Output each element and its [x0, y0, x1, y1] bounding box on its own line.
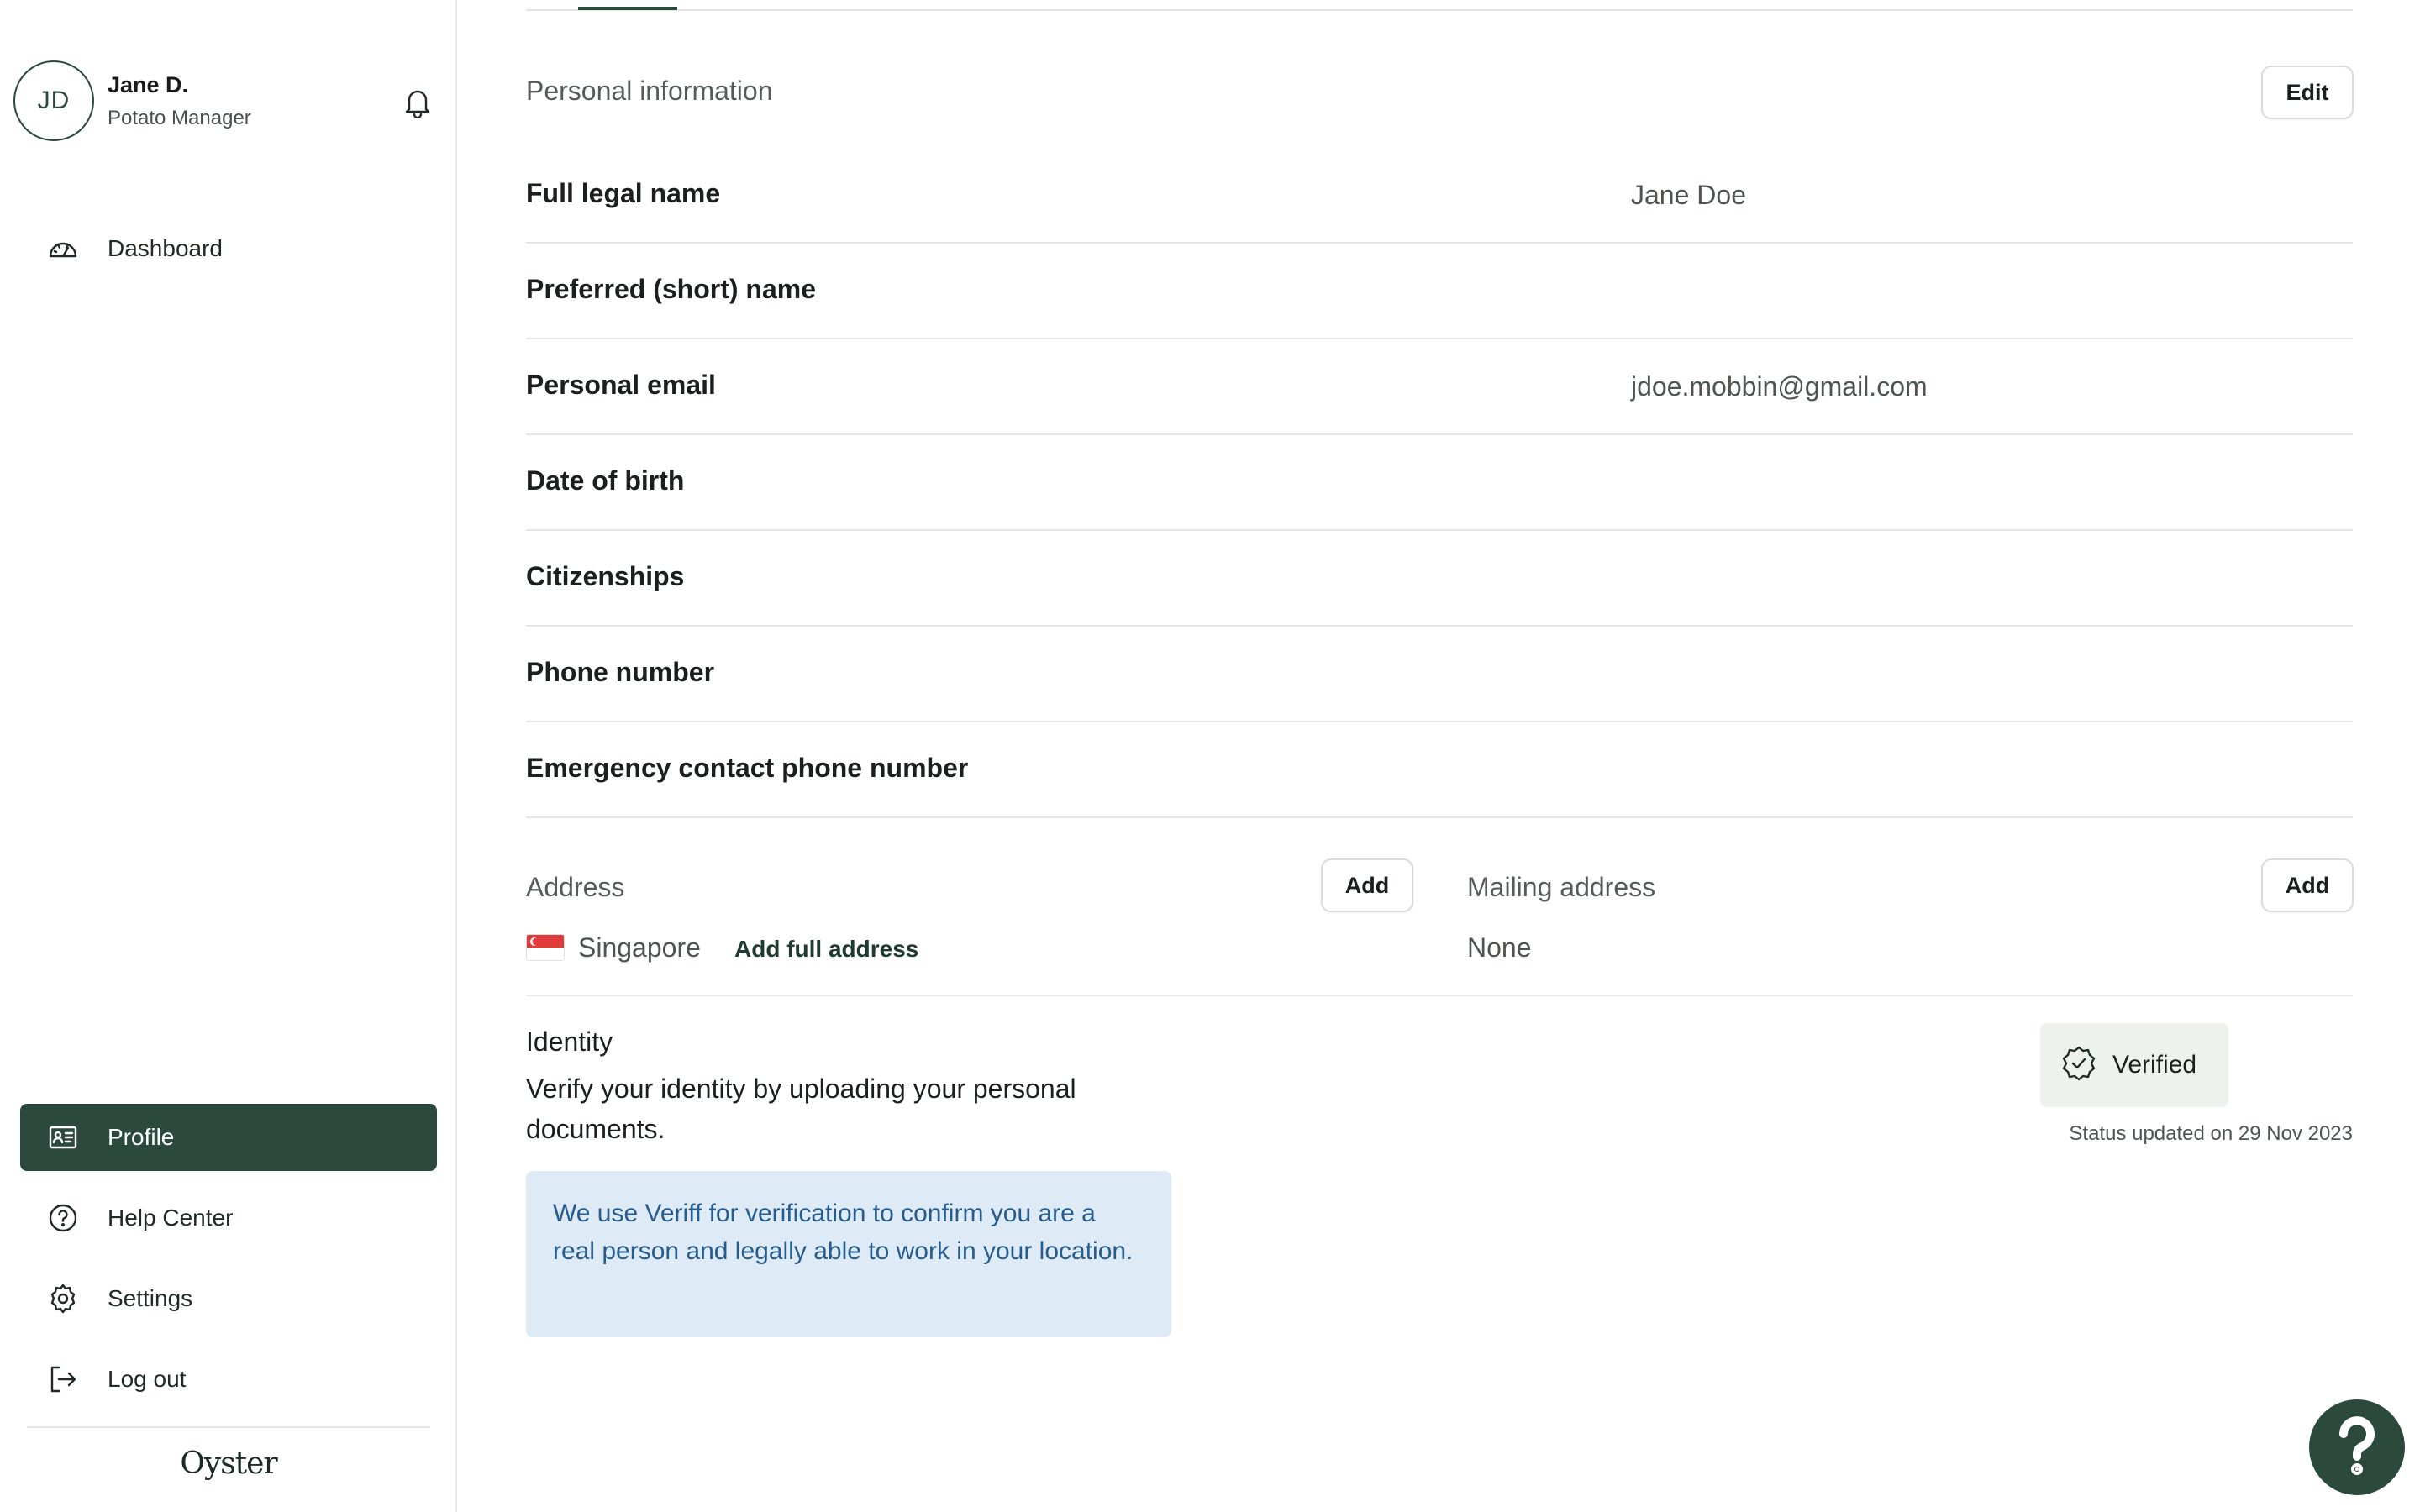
sidebar-divider: [27, 1426, 430, 1428]
gauge-icon: [47, 233, 79, 265]
row-label: Phone number: [526, 657, 715, 687]
info-row-emergency-contact: [526, 722, 2353, 818]
info-row-phone-number: [526, 627, 2353, 722]
section-title-personal-information: Personal information: [526, 76, 773, 106]
verified-label: Verified: [2112, 1051, 2197, 1079]
id-card-icon: [47, 1121, 79, 1153]
row-value: jdoe.mobbin@gmail.com: [1631, 371, 1928, 402]
sidebar-item-dashboard[interactable]: [20, 215, 437, 282]
logout-icon: [47, 1363, 79, 1395]
user-name: Jane D.: [108, 71, 189, 97]
sidebar-item-label: Log out: [108, 1366, 187, 1392]
sidebar: [0, 0, 457, 1512]
help-fab-button[interactable]: [2309, 1399, 2405, 1495]
mailing-address-value: None: [1467, 932, 1532, 963]
user-role: Potato Manager: [108, 106, 251, 129]
user-card[interactable]: [13, 60, 251, 141]
add-mailing-address-button[interactable]: Add: [2261, 858, 2354, 912]
profile-content: [526, 0, 2353, 1512]
brand-logo: Oyster: [180, 1446, 277, 1481]
section-title-address: Address: [526, 872, 625, 902]
row-label: Date of birth: [526, 465, 685, 496]
info-row-full-legal-name: [526, 148, 2353, 244]
verified-badge-icon: [2060, 1045, 2097, 1086]
info-row-date-of-birth: [526, 435, 2353, 531]
row-label: Personal email: [526, 370, 716, 400]
edit-button[interactable]: Edit: [2261, 66, 2354, 119]
info-row-preferred-name: [526, 244, 2353, 339]
add-address-button[interactable]: Add: [1321, 858, 1413, 912]
row-label: Citizenships: [526, 561, 685, 591]
user-info: [108, 72, 251, 130]
address-country: Singapore: [578, 932, 701, 963]
question-mark-icon: [2332, 1415, 2382, 1480]
sidebar-item-label: Settings: [108, 1285, 193, 1311]
sidebar-item-profile[interactable]: [20, 1104, 437, 1171]
sidebar-item-help-center[interactable]: [20, 1184, 437, 1252]
section-title-identity: Identity: [526, 1026, 613, 1057]
info-row-personal-email: [526, 339, 2353, 435]
sidebar-item-label: Dashboard: [108, 235, 223, 261]
verified-status-badge: [2040, 1023, 2228, 1107]
info-row-citizenships: [526, 531, 2353, 627]
veriff-info-box: We use Veriff for verification to confirm you are a real person and legally able to work in your location.: [526, 1171, 1171, 1337]
avatar[interactable]: JD: [13, 60, 94, 141]
section-title-mailing-address: Mailing address: [1467, 872, 1656, 902]
row-label: Preferred (short) name: [526, 274, 816, 304]
bell-icon[interactable]: [403, 87, 432, 118]
identity-description: Verify your identity by uploading your personal documents.: [526, 1074, 1076, 1144]
question-circle-icon: [47, 1202, 79, 1234]
sidebar-item-label: Help Center: [108, 1205, 234, 1231]
tab-bar-underline: [526, 9, 2353, 11]
sidebar-item-log-out[interactable]: [20, 1346, 437, 1413]
row-value: Jane Doe: [1631, 180, 1746, 210]
row-label: Emergency contact phone number: [526, 753, 969, 783]
status-updated-text: Status updated on 29 Nov 2023: [2069, 1122, 2353, 1145]
singapore-flag-icon: [526, 934, 565, 961]
sidebar-item-settings[interactable]: [20, 1265, 437, 1332]
sidebar-item-label: Profile: [108, 1124, 175, 1150]
row-label: Full legal name: [526, 178, 721, 208]
active-tab-indicator: [578, 7, 677, 10]
add-full-address-link[interactable]: Add full address: [734, 936, 919, 962]
gear-icon: [47, 1283, 79, 1315]
